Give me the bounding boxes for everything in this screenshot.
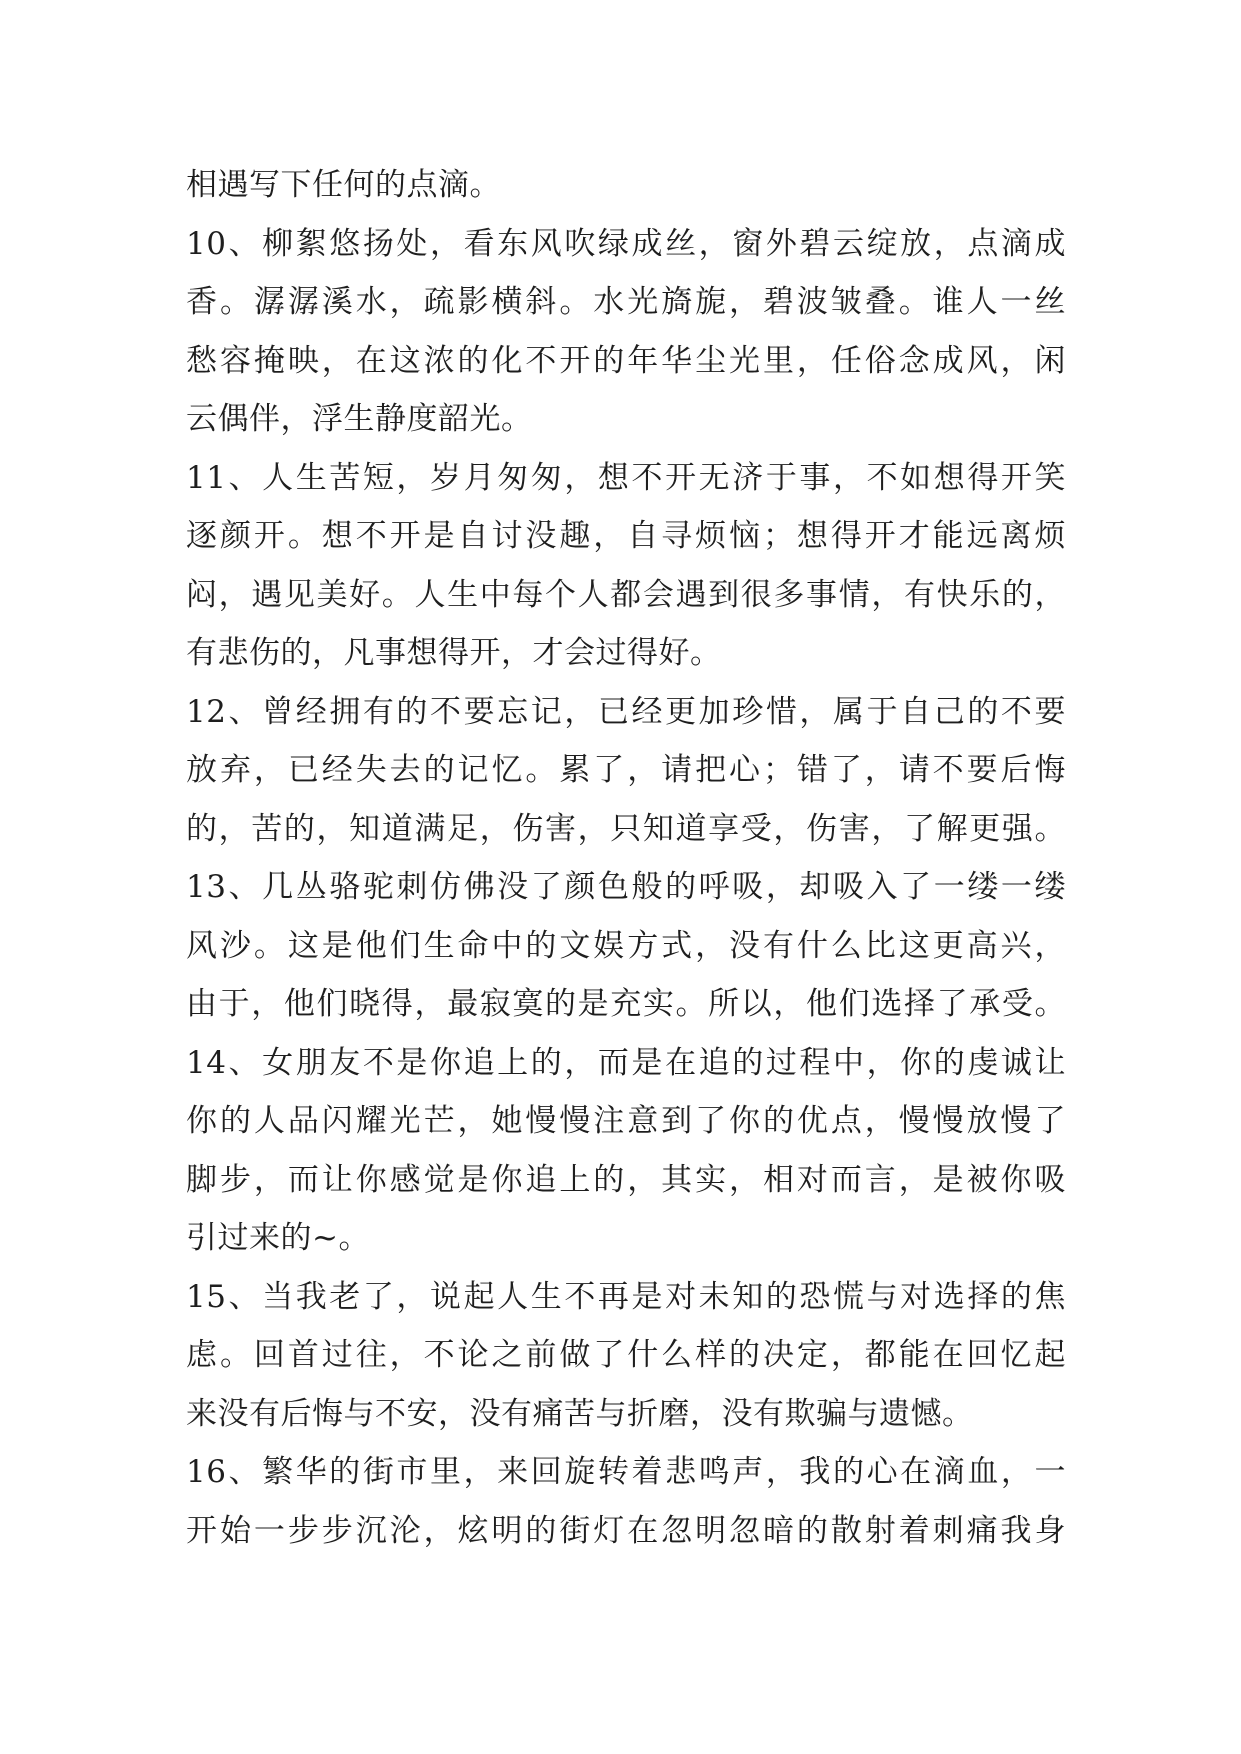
text-line: 10、柳絮悠扬处，看东风吹绿成丝，窗外碧云绽放，点滴成 [186, 225, 1066, 262]
document-body [186, 156, 1066, 1560]
text-line: 12、曾经拥有的不要忘记，已经更加珍惜，属于自己的不要 [186, 693, 1066, 730]
text-line: 由于，他们晓得，最寂寞的是充实。所以，他们选择了承受。 [186, 986, 1066, 1022]
text-line: 风沙。这是他们生命中的文娱方式，没有什么比这更高兴， [186, 927, 1066, 964]
text-line: 的，苦的，知道满足，伤害，只知道享受，伤害，了解更强。 [186, 810, 1066, 847]
text-line: 你的人品闪耀光芒，她慢慢注意到了你的优点，慢慢放慢了 [186, 1103, 1066, 1139]
text-line: 香。潺潺溪水，疏影横斜。水光旖旎，碧波皱叠。谁人一丝 [186, 284, 1066, 320]
text-line: 13、几丛骆驼刺仿佛没了颜色般的呼吸，却吸入了一缕一缕 [186, 869, 1066, 905]
text-line: 15、当我老了，说起人生不再是对未知的恐慌与对选择的焦 [186, 1278, 1066, 1315]
text-line: 虑。回首过往，不论之前做了什么样的决定，都能在回忆起 [186, 1337, 1066, 1373]
text-line: 脚步，而让你感觉是你追上的，其实，相对而言，是被你吸 [186, 1161, 1066, 1198]
text-line: 11、人生苦短，岁月匆匆，想不开无济于事，不如想得开笑 [186, 459, 1066, 496]
text-line: 来没有后悔与不安，没有痛苦与折磨，没有欺骗与遗憾。 [186, 1395, 974, 1432]
text-line: 愁容掩映，在这浓的化不开的年华尘光里，任俗念成风，闲 [186, 342, 1066, 379]
text-line: 云偶伴，浮生静度韶光。 [186, 401, 533, 437]
text-line: 闷，遇见美好。人生中每个人都会遇到很多事情，有快乐的， [186, 576, 1066, 613]
text-line: 引过来的~。 [186, 1220, 370, 1256]
text-line: 有悲伤的，凡事想得开，才会过得好。 [186, 635, 722, 671]
text-line: 放弃，已经失去的记忆。累了，请把心；错了，请不要后悔 [186, 752, 1066, 788]
text-line: 开始一步步沉沦，炫明的街灯在忽明忽暗的散射着刺痛我身 [186, 1512, 1066, 1549]
text-line: 16、繁华的街市里，来回旋转着悲鸣声，我的心在滴血，一 [186, 1454, 1066, 1490]
text-line: 相遇写下任何的点滴。 [186, 167, 501, 203]
text-line: 14、女朋友不是你追上的，而是在追的过程中，你的虔诚让 [186, 1044, 1066, 1081]
text-line: 逐颜开。想不开是自讨没趣，自寻烦恼；想得开才能远离烦 [186, 518, 1066, 554]
